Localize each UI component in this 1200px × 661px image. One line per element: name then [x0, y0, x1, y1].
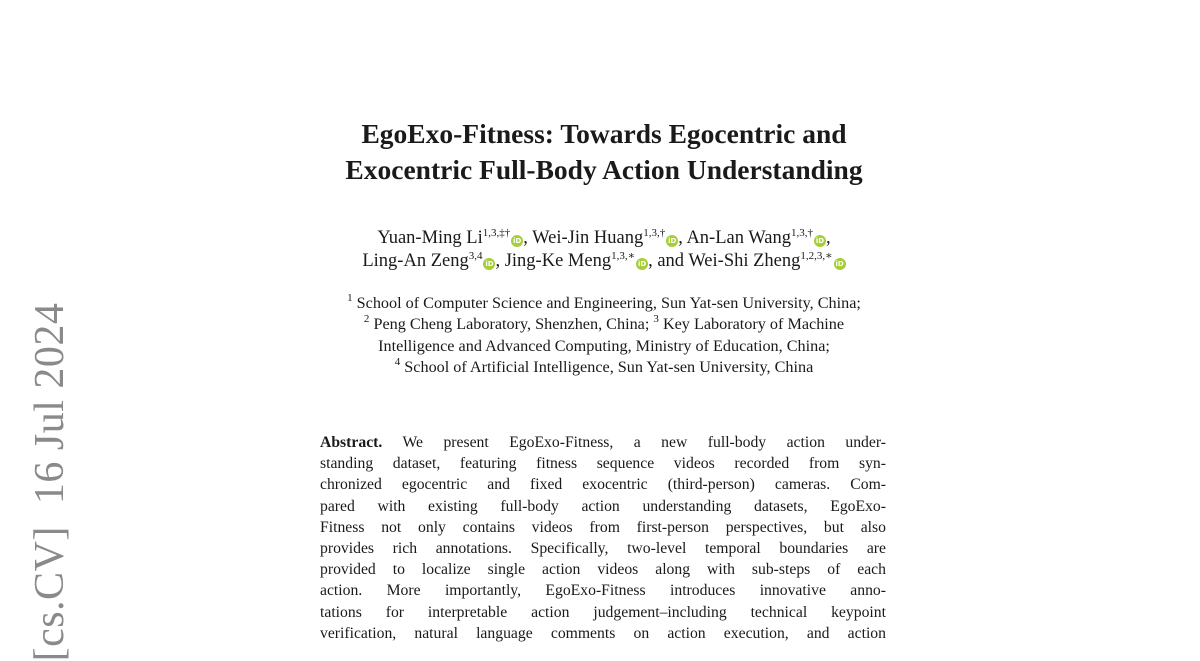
affiliation-line: [250, 357, 958, 378]
orcid-icon[interactable]: iD: [485, 260, 494, 268]
abstract-line: tations for interpretable action judgement–including technical keypoint: [320, 603, 886, 621]
author-name: Wei-Shi Zheng: [688, 251, 801, 271]
paper-title: [250, 116, 958, 188]
abstract-line: provides rich annotations. Specifically, two-level temporal boundaries are: [320, 540, 886, 558]
author-name: Wei-Jin Huang: [532, 228, 644, 248]
affiliations: [250, 293, 958, 378]
author-name: Jing-Ke Meng: [504, 251, 612, 271]
orcid-icon[interactable]: iD: [815, 237, 825, 245]
author-affil-marks: 1,2,3,∗: [800, 250, 833, 262]
abstract-line: [320, 432, 886, 453]
abstract-line: standing dataset, featuring fitness sequence videos recorded from syn-: [320, 455, 886, 473]
affil-text: Peng Cheng Laboratory, Shenzhen, China;: [373, 315, 650, 334]
orcid-icon[interactable]: iD: [668, 237, 677, 245]
author-line: [250, 227, 958, 250]
author-name: Ling-An Zeng: [362, 251, 469, 271]
abstract-line: verification, natural language comments on action execution, and action: [320, 624, 886, 642]
affil-number: 4: [394, 355, 401, 368]
arxiv-date: 16 Jul 2024: [27, 302, 73, 505]
affiliation-line: [250, 293, 958, 314]
author-sep: ,: [825, 228, 831, 248]
affil-number: 1: [347, 292, 353, 304]
affil-number: 3: [653, 313, 659, 326]
author-affil-marks: 3,4: [468, 250, 483, 262]
affil-text: School of Computer Science and Engineering, Sun Yat-sen University, China;: [356, 294, 861, 312]
affiliation-line: Intelligence and Advanced Computing, Ministry of Education, China;: [378, 336, 830, 355]
author-sep: ,: [495, 251, 505, 271]
abstract-line: pared with existing full-body action understanding datasets, EgoExo-: [320, 497, 886, 515]
affiliation-line: [250, 314, 958, 335]
orcid-icon[interactable]: iD: [637, 260, 647, 268]
arxiv-side-stamp: [26, 303, 74, 661]
abstract-text: We present EgoExo-Fitness, a new full-body action under-: [402, 434, 886, 451]
orcid-icon[interactable]: iD: [513, 237, 522, 245]
abstract-line: provided to localize single action videos along with sub-steps of each: [320, 561, 886, 579]
author-affil-marks: 1,3,∗: [611, 250, 636, 262]
author-sep: , and: [648, 251, 689, 271]
author-name: Yuan-Ming Li: [377, 228, 483, 248]
abstract: [320, 432, 886, 644]
author-affil-marks: 1,3,†: [643, 227, 666, 239]
author-sep: ,: [523, 228, 533, 248]
author-name: An-Lan Wang: [686, 228, 791, 248]
abstract-label: Abstract.: [320, 434, 383, 451]
affil-text: School of Artificial Intelligence, Sun Yat-sen University, China: [404, 357, 814, 376]
author-affil-marks: 1,3,‡†: [482, 227, 511, 239]
author-line: [250, 250, 958, 273]
author-sep: ,: [678, 228, 687, 248]
abstract-line: chronized egocentric and fixed exocentric (third-person) cameras. Com-: [320, 476, 886, 494]
author-list: [250, 227, 958, 273]
affil-number: 2: [363, 313, 370, 326]
title-line: Exocentric Full-Body Action Understanding: [345, 154, 863, 185]
affil-text: Key Laboratory of Machine: [662, 315, 845, 334]
title-line: EgoExo-Fitness: Towards Egocentric and: [361, 118, 847, 149]
arxiv-category: [cs.CV]: [27, 526, 73, 661]
abstract-line: action. More importantly, EgoExo-Fitness introduces innovative anno-: [320, 582, 886, 600]
abstract-line: Fitness not only contains videos from first-person perspectives, but also: [320, 518, 886, 536]
orcid-icon[interactable]: iD: [835, 260, 844, 268]
author-affil-marks: 1,3,†: [790, 227, 813, 239]
